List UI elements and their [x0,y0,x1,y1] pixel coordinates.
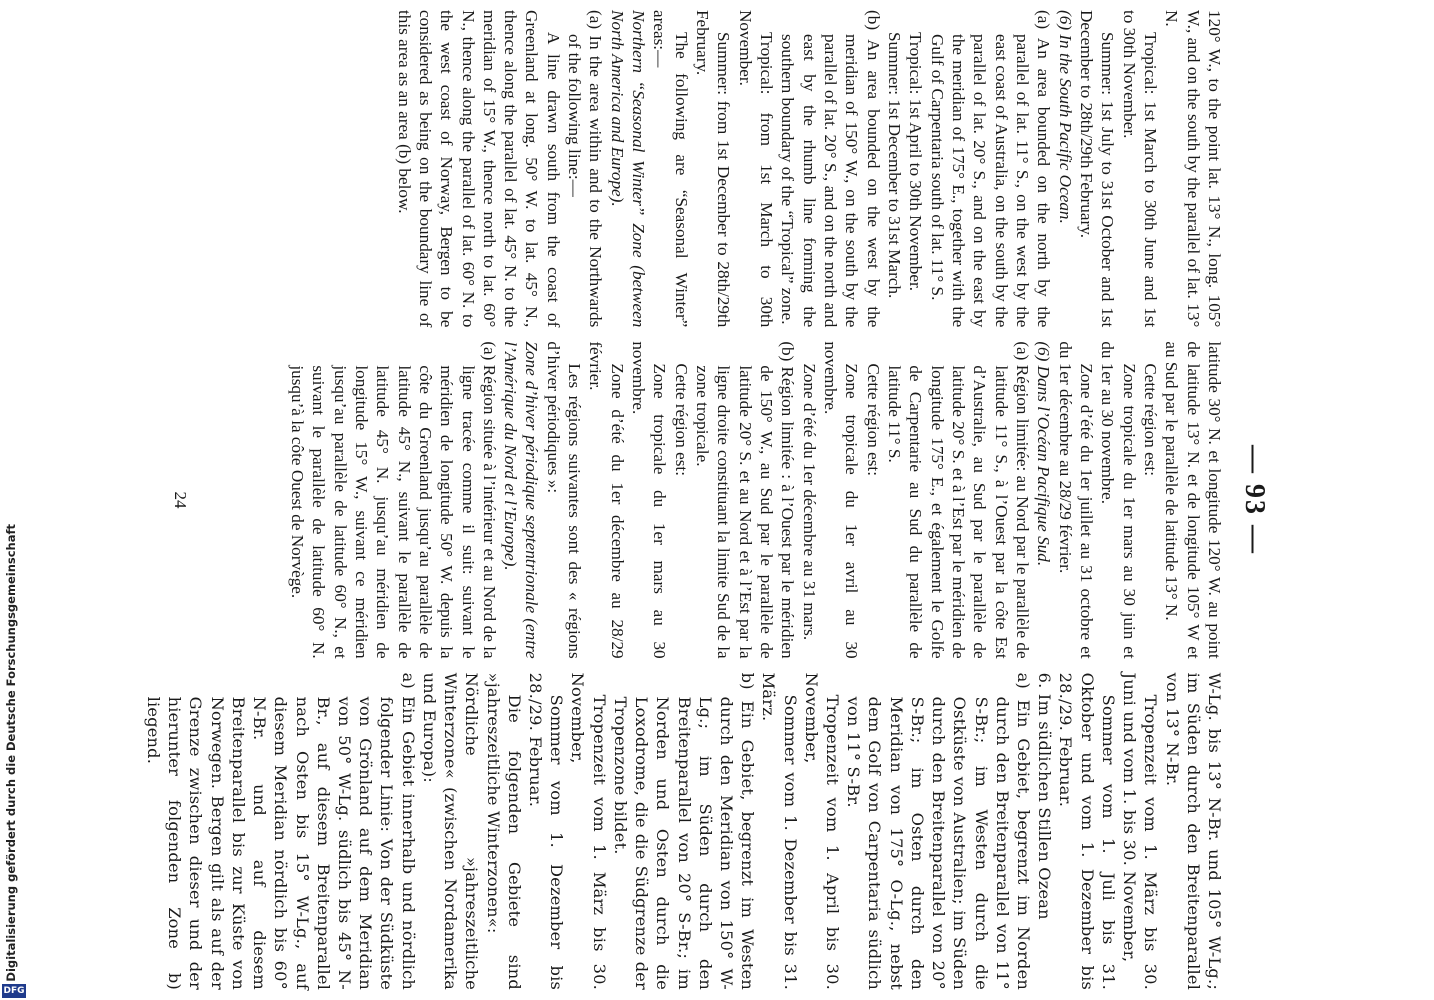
german-column [144,672,1225,990]
paragraph: Les régions suivantes sont des « régions d’hiver périodiques »: [543,341,585,659]
dfg-logo: DFG [3,986,25,996]
paragraph: Zone d’été du 1er décembre au 28/29 février. [586,341,627,659]
paragraph: Sommer vom 1. Dezember bis 28./29. Februar. [526,672,567,990]
rotated-page [144,0,1300,1000]
paragraph: (a) An area bounded on the north by the parallel of lat. 11° S., on the west by the east coast of Australia, on the south by the parallel of lat. 20° S., and on the east by the meridian of 175° E., together with the Gulf of Carpentaria south of lat. 11° S. [927,10,1054,328]
paragraph: Cette région est: [671,363,691,476]
paragraph: Sommer vom 1. Dezember bis 31. März. [759,672,800,990]
paragraph: Summer: 1st July to 31st October and 1st December to 28th/29th February. [1077,10,1118,328]
section-heading: 6. Im südlichen Stillen Ozean [1035,672,1055,920]
zone-heading: Nördliche »jahreszeitliche Winterzone« (zwischen Nordamerika und Europa): [419,672,482,990]
paragraph: (b) An area bounded on the west by the meridian of 150° W., on the south by the parallel of lat. 20° S., and on the north and east by the rhumb line forming the southern boundary of the “Tropical” zone. [778,10,883,328]
paragraph: Zone tropicale du 1er mars au 30 juin et du 1er au 30 novembre. [1098,341,1139,659]
section-heading: (6) Dans l’Océan Pacifique Sud. [1034,341,1054,567]
paragraph: Zone tropicale du 1er avril au 30 novembre. [821,341,862,659]
paragraph: latitude 30° N. et longitude 120° W. au point de latitude 13° N. et de longitude 105° W et au Sud par le parallèle de latitude 13° N. [1162,341,1224,659]
paragraph: The following are “Seasonal Winter” areas:— [650,10,691,328]
paragraph: W-Lg. bis 13° N-Br. und 105° W-Lg.; im Süden durch den Breitenparallel von 13° N-Br. [1162,672,1224,990]
paragraph: a) Ein Gebiet, begrenzt im Norden durch den Breitenparallel von 11° S-Br.; im Westen durch die Ostküste von Australien; im Süden durch den Breitenparallel von 20° S-Br.; im Osten durch den Meridian von 175° O-Lg., nebst dem Golf von Carpentaria südlich von 11° S-Br. [844,672,1034,990]
paragraph: Tropical: 1st April to 30th November. [906,32,926,292]
section-heading: (6) In the South Pacific Ocean. [1055,10,1075,224]
zone-heading: Northern “Seasonal Winter” Zone (between North America and Europe). [607,10,649,328]
paragraph: b) Ein Gebiet, begrenzt im Westen durch den Meridian von 150° W-Lg.; im Süden durch den Breitenparallel von 20° S-Br.; im Norden und Osten durch die Loxodrome, die die Südgrenze der Tropenzone bildet. [610,672,758,990]
paragraph: A line drawn south from the coast of Greenland at long. 50° W. to lat. 45° N., thence along the parallel of lat. 45° N. to the meridian of 15° W., thence north to lat. 60° N., thence along the parallel of lat. 60° N. to the west coast of Norway, Bergen to be considered as being on the boundary line of this area as an area (b) below. [394,10,563,328]
paragraph: Summer: from 1st December to 28th/29th February. [693,10,734,328]
paragraph: (b) Région limitée : à l’Ouest par le méridien de 150° W., au Sud par le parallèle de latitude 20° S. et au Nord et à l’Est par la ligne droite constituant la limite Sud de la zone tropicale. [693,341,798,659]
page-number: 24 [171,491,190,509]
page-header: — 93 — [1239,445,1270,555]
paragraph: Tropenzeit vom 1. April bis 30. November, [801,672,843,990]
paragraph: Die folgenden Gebiete sind »jahreszeitliche Winterzonen«: [483,672,524,990]
digitization-credit [0,0,30,1000]
zone-heading: Zone d’hiver périodique septentrionale (entre l’Amérique du Nord et l’Europe). [501,341,542,659]
french-column [195,341,1225,658]
english-column [195,10,1225,327]
paragraph: Cette région est: [1141,363,1161,476]
paragraph: (a) Région située à l’intérieur et au Nord de la ligne tracée comme il suit: suivant le méridien de longitude 50° W. depuis la côte du Groenland jusqu’au parallèle de latitude 45° N., suivant le parallèle de latitude 45° N. jusqu’au méridien de longitude 15° W., suivant ce méridien jusqu’au parallèle de latitude 60° N., et suivant le parallèle de latitude 60° N. jusqu’à la côte Ouest de Norvège. [287,341,499,659]
credit-text: Digitalisierung gefördert durch die Deutsche Forschungsgemeinschaft [4,524,18,982]
paragraph: Summer: 1st December to 31st March. [885,32,905,299]
paragraph: 120° W., to the point lat. 13° N., long. 105° W., and on the south by the parallel of lat. 13° N. [1162,10,1224,328]
paragraph: Zone d’été du 1er juillet au 31 octobre et du 1er décembre au 28/29 février. [1055,341,1097,659]
paragraph: Tropenzeit vom 1. März bis 30. November, [568,672,609,990]
paragraph: Tropenzeit vom 1. März bis 30. Juni und vom 1. bis 30. November, [1120,672,1161,990]
paragraph: Zone d’été du 1er décembre au 31 mars. [799,363,819,641]
paragraph: Cette région est: [863,363,883,476]
paragraph: (a) Région limitée: au Nord par le parallèle de latitude 11° S., à l’Ouest par la côte Est d’Australie, au Sud par le parallèle de latitude 20° S. et à l’Est par le méridien de longitude 175° E., et également le Golfe de Carpentarie au Sud du parallèle de latitude 11° S. [885,341,1033,659]
paragraph: a) Ein Gebiet innerhalb und nördlich folgender Linie: Von der Südküste von Grönland auf dem Meridian von 50° W-Lg. südlich bis 45° N-Br., auf diesem Breitenparallel nach Osten bis 15° W-Lg., auf diesem Meridian nördlich bis 60° N-Br. und auf diesem Breitenparallel bis zur Küste von Norwegen. Bergen gilt als auf der Grenze zwischen dieser und der hierunter folgenden Zone b) liegend. [144,672,418,990]
paragraph: Sommer vom 1. Juli bis 31. Oktober und vom 1. Dezember bis 28./29. Februar. [1056,672,1118,990]
paragraph: (a) In the area within and to the Northwards of the following line:— [565,10,606,328]
paragraph: Tropical: from 1st March to 30th November. [735,10,777,328]
paragraph: Tropical: 1st March to 30th June and 1st to 30th November. [1119,10,1161,328]
paragraph: Zone tropicale du 1er mars au 30 novembre. [629,341,670,659]
